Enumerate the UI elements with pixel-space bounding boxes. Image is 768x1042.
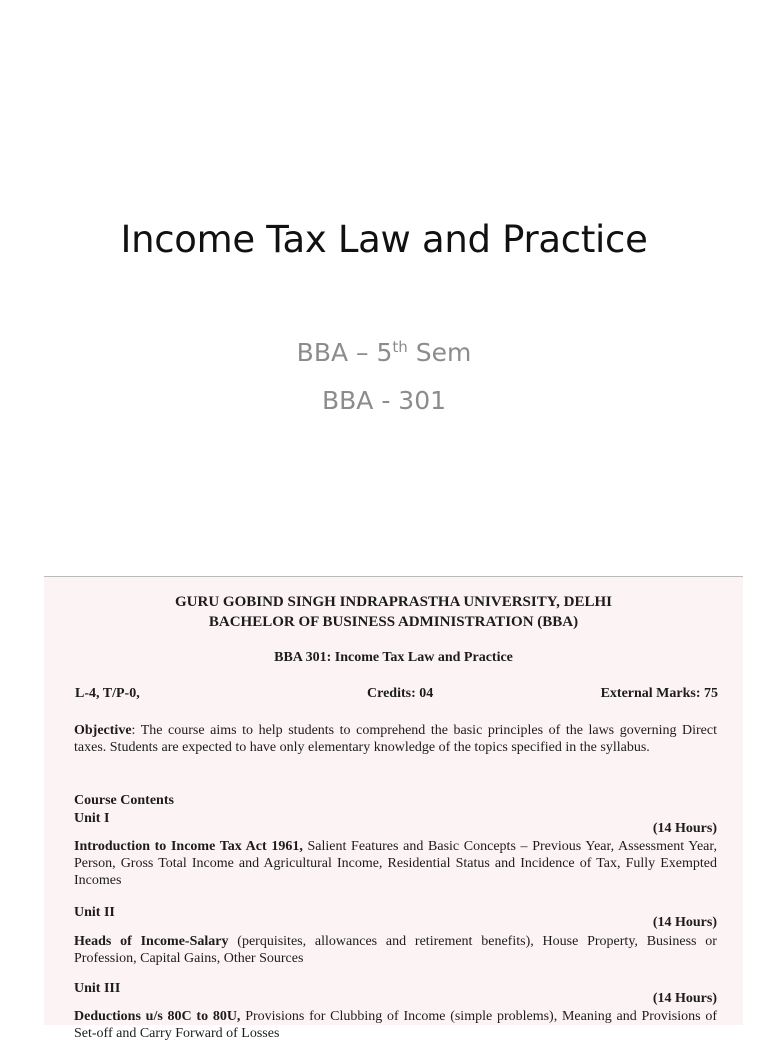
unit-1-hours: (14 Hours) bbox=[652, 821, 717, 836]
semester-superscript: th bbox=[392, 338, 408, 356]
lecture-tutorial: L-4, T/P-0, bbox=[75, 686, 140, 701]
course-meta-row bbox=[75, 686, 718, 702]
slide-title: Income Tax Law and Practice bbox=[120, 218, 648, 261]
unit-3-description: Deductions u/s 80C to 80U, Provisions for Clubbing of Income (simple problems), Meaning and Provisions of Set-off and Carry Forward of Losses bbox=[74, 1009, 717, 1041]
credits: Credits: 04 bbox=[367, 686, 434, 701]
objective-paragraph bbox=[74, 722, 717, 756]
objective-label: Objective bbox=[74, 723, 132, 738]
program-name: BACHELOR OF BUSINESS ADMINISTRATION (BBA) bbox=[208, 614, 579, 630]
slide-subtitle-semester bbox=[0, 338, 768, 367]
unit-3-hours: (14 Hours) bbox=[652, 991, 717, 1006]
unit-1-description: Introduction to Income Tax Act 1961, Salient Features and Basic Concepts – Previous Year, Assessment Year, Person, Gross Total Income and Agricultural Income, Residential Status and Incidence of Tax, Fully Exempted Incomes bbox=[74, 839, 718, 888]
semester-suffix: Sem bbox=[407, 338, 472, 367]
unit-2-hours: (14 Hours) bbox=[652, 915, 717, 930]
objective-text: : The course aims to help students to comprehend the basic principles of the laws governing Direct taxes. Students are expected to have only elementary knowledge of the topics specified in the syllabus. bbox=[74, 723, 717, 755]
university-name: GURU GOBIND SINGH INDRAPRASTHA UNIVERSITY, DELHI bbox=[174, 594, 613, 610]
unit-1-label: Unit I bbox=[74, 811, 110, 826]
syllabus-scan-image bbox=[44, 576, 743, 1041]
unit-3-label: Unit III bbox=[74, 981, 121, 996]
unit-2-description: Heads of Income-Salary (perquisites, allowances and retirement benefits), House Property, Business or Profession, Capital Gains, Other Sources bbox=[74, 934, 717, 966]
course-contents-heading: Course Contents bbox=[74, 793, 174, 808]
slide-subtitle-course-code: BBA - 301 bbox=[321, 386, 447, 415]
semester-prefix: BBA – 5 bbox=[296, 338, 393, 367]
unit-2-label: Unit II bbox=[74, 905, 115, 920]
external-marks: External Marks: 75 bbox=[600, 686, 718, 701]
course-title: BBA 301: Income Tax Law and Practice bbox=[274, 650, 513, 665]
